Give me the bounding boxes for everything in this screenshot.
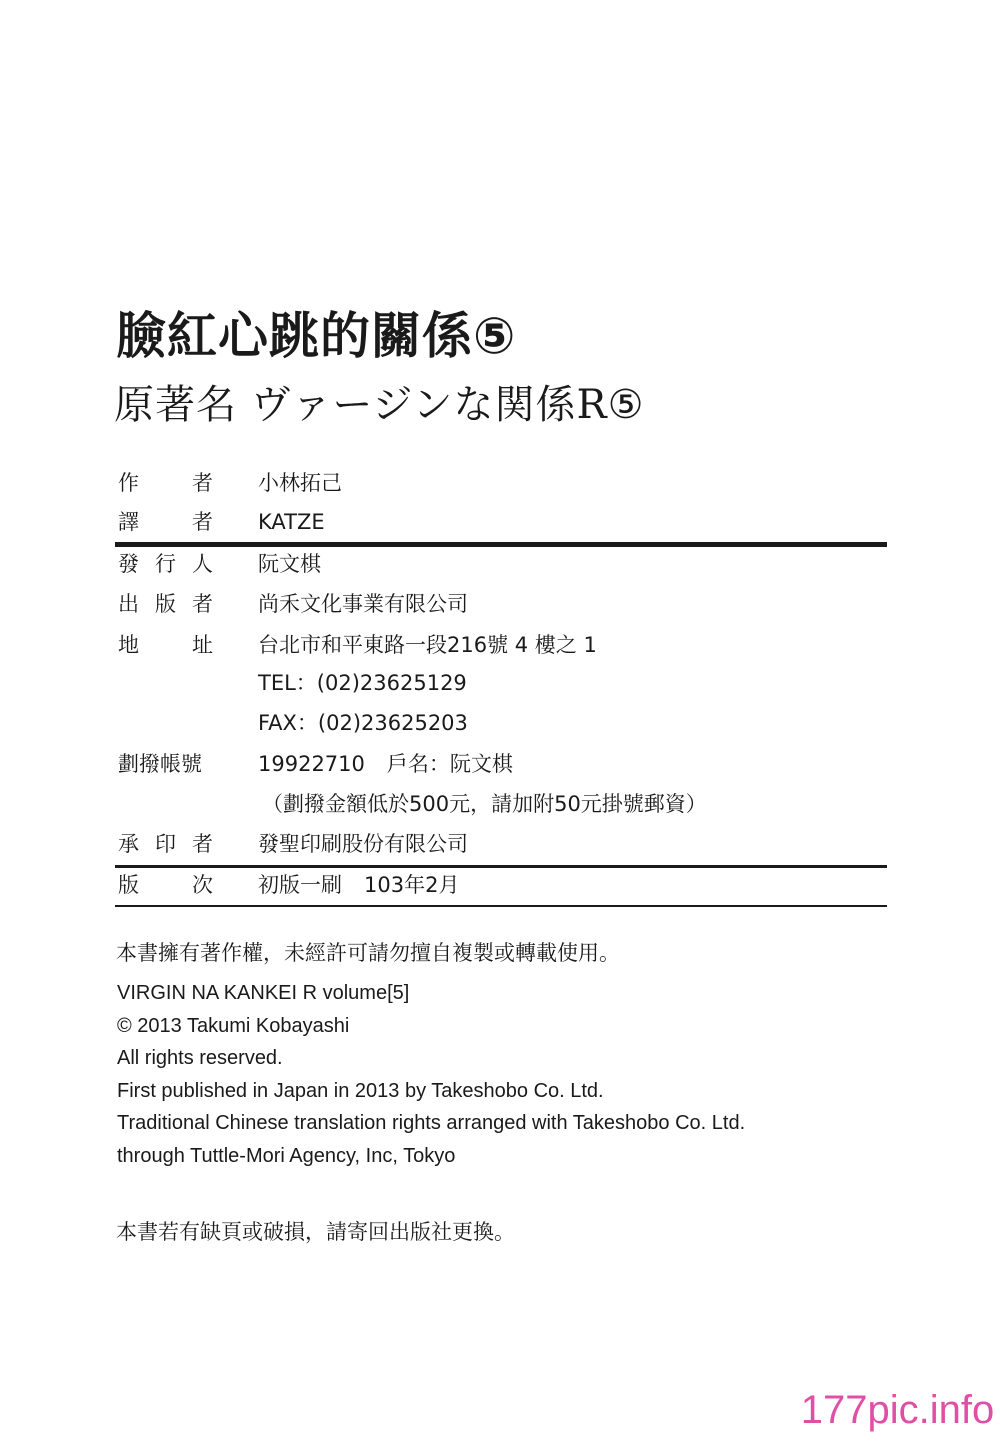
account-row xyxy=(0,747,1000,781)
author-label: 作 者 xyxy=(118,471,213,495)
publisher-row xyxy=(0,587,1000,621)
copyright-notice: 本書擁有著作權，未經許可請勿擅自複製或轉載使用。 xyxy=(116,941,620,965)
address-value: 台北市和平東路一段216號 4 樓之 1 xyxy=(258,633,597,657)
fax-value: FAX：(02)23625203 xyxy=(258,711,468,735)
book-title: 臉紅心跳的關係⑤ xyxy=(116,307,517,365)
watermark: 177pic.info xyxy=(795,1380,1000,1441)
account-value xyxy=(258,747,513,781)
english-line: © 2013 Takumi Kobayashi xyxy=(117,1015,350,1037)
author-value: 小林拓己 xyxy=(258,471,342,495)
issuer-label: 發 行 人 xyxy=(118,552,213,576)
printer-row xyxy=(0,827,1000,861)
replacement-notice: 本書若有缺頁或破損，請寄回出版社更換。 xyxy=(116,1220,515,1244)
original-title: 原著名 ヴァージンな関係R⑤ xyxy=(114,382,645,428)
publisher-value: 尚禾文化事業有限公司 xyxy=(258,592,468,616)
edition-label: 版 次 xyxy=(118,873,213,897)
tel-value: TEL：(02)23625129 xyxy=(258,671,467,695)
account-number: 19922710 xyxy=(258,752,365,776)
account-label: 劃撥帳號 xyxy=(118,752,202,776)
account-holder: 戶名：阮文棋 xyxy=(386,752,513,776)
translator-value: KATZE xyxy=(258,510,325,534)
english-line: All rights reserved. xyxy=(117,1047,283,1069)
edition-number: 初版一刷 xyxy=(258,873,342,897)
issuer-row xyxy=(0,547,1000,581)
translator-row xyxy=(0,505,1000,539)
address-row xyxy=(0,628,1000,662)
translator-label: 譯 者 xyxy=(118,510,213,534)
english-line: through Tuttle-Mori Agency, Inc, Tokyo xyxy=(117,1145,456,1167)
address-label: 地 址 xyxy=(118,633,213,657)
english-line: VIRGIN NA KANKEI R volume[5] xyxy=(117,982,410,1004)
edition-value xyxy=(258,868,459,902)
printer-label: 承 印 者 xyxy=(118,832,213,856)
account-note-row xyxy=(0,787,1000,821)
fax-row xyxy=(0,706,1000,740)
account-note: （劃撥金額低於500元，請加附50元掛號郵資） xyxy=(262,792,707,816)
issuer-value: 阮文棋 xyxy=(258,552,321,576)
edition-date: 103年2月 xyxy=(364,873,460,897)
english-line: Traditional Chinese translation rights arranged with Takeshobo Co. Ltd. xyxy=(117,1112,746,1134)
english-line: First published in Japan in 2013 by Takeshobo Co. Ltd. xyxy=(117,1080,604,1102)
printer-value: 發聖印刷股份有限公司 xyxy=(258,832,468,856)
tel-row xyxy=(0,666,1000,700)
edition-row xyxy=(0,868,1000,902)
publisher-label: 出 版 者 xyxy=(118,592,213,616)
author-row xyxy=(0,466,1000,500)
bottom-divider xyxy=(115,905,887,907)
